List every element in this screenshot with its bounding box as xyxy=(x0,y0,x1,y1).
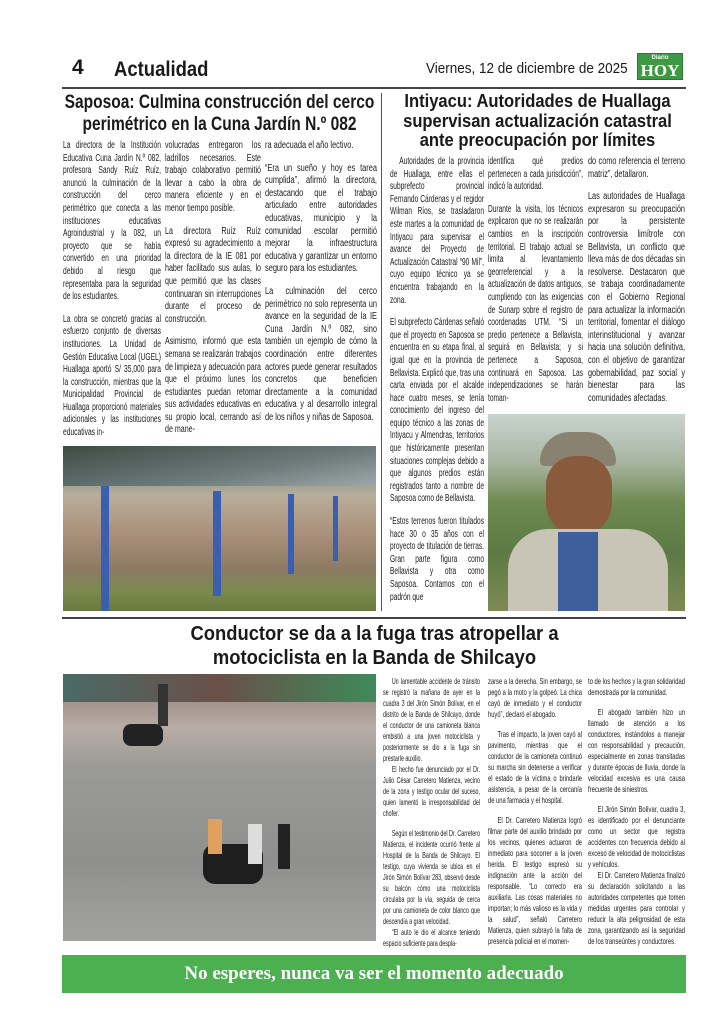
paragraph: La obra se concretó gracias al esfuerzo conjunto de diversas instituciones. La Unidad de Gestión Educativa Local (UGEL) Huallaga aportó S/ 35,000 para la construcción, mientras que la Municipalidad Provincial de Huallaga proporcionó materiales adicionales y las instituciones educativas in- xyxy=(63,313,161,439)
paragraph: El Dr. Carretero Matienza finalizó su declaración solicitando a las autoridades competentes que tomen medidas urgentes para controlar y reducir la alta peligrosidad de esta zona, garantizando así la seguridad de los transeúntes y conductores. xyxy=(588,870,685,946)
paragraph: to de los hechos y la gran solidaridad demostrada por la comunidad. xyxy=(588,676,685,697)
photo-shirt xyxy=(558,532,598,611)
article2-photo-official xyxy=(488,414,685,611)
photo-person xyxy=(248,824,262,864)
article1-column-2 xyxy=(165,140,261,437)
paragraph: do como referencia el terreno matriz”, detallaron. xyxy=(588,156,685,180)
photo-pillar xyxy=(333,496,338,561)
photo-building xyxy=(63,674,376,702)
photo-person xyxy=(278,824,290,869)
page-number: 4 xyxy=(72,56,84,79)
paragraph: Un lamentable accidente de tránsito se registró la mañana de ayer en la cuadra 3 del Jirón Simón Bolívar, en el distrito de la Banda de Shilcayo, donde el conductor de una camioneta blanca embistió a una joven motociclista y posteriormente se dio a la fuga sin prestarle auxilio. xyxy=(383,676,480,763)
paragraph: “Estos terrenos fueron titulados hace 30 o 35 años con el proyecto de titulación de tierras. Gran parte figura como Bellavista y otra como Saposoa. Contamos con el padrón que xyxy=(390,516,484,603)
article2-headline xyxy=(390,92,685,151)
newspaper-logo xyxy=(637,53,683,80)
photo-pillar xyxy=(101,486,109,611)
paragraph: La culminación del cerco perimétrico no solo representa un avance en la seguridad de la IE Cuna Jardín N.º 082, sino también un ejemplo de cómo la coordinación entre diferentes actores puede generar resultados concretos que beneficien directamente a la comunidad educativa y al desarrollo integral de los niños y niñas de Saposoa. xyxy=(265,285,377,423)
logo-main-text: HOY xyxy=(640,61,680,80)
article3-column-3 xyxy=(588,676,685,947)
paragraph: “El auto le dio el alcance teniendo espacio suficiente para despla- xyxy=(383,927,480,948)
article3-headline xyxy=(63,622,686,670)
article3-column-2 xyxy=(488,676,582,947)
headline-line: Intiyacu: Autoridades de Huallaga xyxy=(404,91,671,111)
paragraph: zarse a la derecha. Sin embargo, se pegó a la moto y la golpeó. La chica cayó de inmediato y el conductor huyó”, declaró el abogado. xyxy=(488,676,582,719)
headline-line: perimétrico en la Cuna Jardín N.º 082 xyxy=(82,114,357,135)
headline-line: Conductor se da a la fuga tras atropellar a xyxy=(190,623,559,645)
paragraph: Autoridades de la provincia de Huallaga, entre ellas el subprefecto provincial Fernando Cárdenas y el regidor Wilman Ríos, se trasladaron este martes a la comunidad de Intiyacu para supervisar el avance del Proyecto de Actualización Catastral “90 Mil”, cuyo equipo técnico ya se encuentra trabajando en la zona. xyxy=(390,156,484,306)
paragraph: ra adecuada el año lectivo. xyxy=(265,140,354,151)
paragraph: volucradas entregaron los ladrillos necesarios. Este trabajo colaborativo permitió llevar a cabo la obra de manera eficiente y en el menor tiempo posible. xyxy=(165,140,261,214)
paragraph: La directora Ruíz Ruíz expresó su agradecimiento a la directora de la IE 081 por haber facilitado sus aulas, lo que permitió que las clases continuaran sin interrupciones durante el proceso de construcción. xyxy=(165,225,261,325)
paragraph: La directora de la Institución Educativa Cuna Jardín N.º 082, profesora Sandy Ruíz Ruíz, anunció la culminación de la construcción del cerco perimétrico que conecta a las instituciones educativas Agroindustrial y la 082, un proyecto que se había convertido en una prioridad debido al riesgo que representaba para la seguridad de los estudiantes. xyxy=(63,140,161,303)
paragraph: El Jirón Simón Bolívar, cuadra 3, es identificado por el denunciante como un sector que registra accidentes con frecuencia debido al exceso de velocidad de motociclistas y vehículos. xyxy=(588,804,685,869)
article1-column-3 xyxy=(265,140,377,424)
headline-line: motociclista en la Banda de Shilcayo xyxy=(212,647,537,669)
section-rule xyxy=(62,617,686,619)
headline-line: supervisan actualización catastral xyxy=(403,110,672,131)
paragraph: El hecho fue denunciado por el Dr. Julio César Carretero Matienza, vecino de la zona y testigo ocular del suceso, quien lamentó la irresponsabilidad del chofer. xyxy=(383,764,480,818)
paragraph: “Era un sueño y hoy es tarea cumplida”, afirmó la directora, destacando que el trabajo articulado entre autoridades educativas, municipio y la comunidad escolar permitió mejorar la infraestructura educativa y garantizar un entorno seguro para los estudiantes. xyxy=(265,162,377,275)
logo-small-text: Diario xyxy=(651,55,669,61)
article3-column-1 xyxy=(383,676,480,949)
paragraph: El abogado también hizo un llamado de atención a los conductores, instándolos a manejar con responsabilidad y precaución, especialmente en zonas transitadas y durante épocas de lluvia, donde la velocidad excesiva es una causa frecuente de siniestros. xyxy=(588,707,685,794)
headline-line: Saposoa: Culmina construcción del cerco xyxy=(64,92,375,113)
section-title: Actualidad xyxy=(114,58,209,81)
photo-face xyxy=(546,456,612,536)
paragraph: El Dr. Carretero Matienza logró filmar parte del auxilio brindado por los vecinos, quienes actuaron de inmediato para socorrer a la joven herida. El testigo expresó su indignación ante la acción del responsable. “Lo correcto era auxiliarla. Las cosas materiales no importan; lo más valioso es la vida y la salud”, señaló Carretero Matienza, quien subrayó la falta de presencia policial en el momen- xyxy=(488,815,582,946)
article2-column-2 xyxy=(488,156,583,405)
article2-column-3 xyxy=(588,156,685,405)
article2-column-1 xyxy=(390,156,484,604)
paragraph: Asimismo, informó que esta semana se realizarán trabajos de limpieza y adecuación para que el próximo lunes los estudiantes puedan retomar sus actividades educativas en su propio local, cerrando así de mane- xyxy=(165,336,261,436)
photo-person xyxy=(208,819,222,854)
paragraph: Tras el impacto, la joven cayó al pavimento, mientras que el conductor de la camioneta continuó su marcha sin detenerse a verificar el estado de la víctima o brindarle asistencia, a pesar de la cercanía de una farmacia y el hospital. xyxy=(488,729,582,805)
column-divider xyxy=(381,93,382,611)
headline-line: ante preocupación por límites xyxy=(419,130,656,150)
banner-text: No esperes, nunca va ser el momento adecuado xyxy=(184,963,564,984)
header-rule xyxy=(62,87,686,89)
photo-pillar xyxy=(288,494,294,574)
paragraph: El subprefecto Cárdenas señaló que el proyecto en Saposoa se encuentra en su etapa final, al igual que en la provincia de Bellavista. Explicó que, tras una carta enviada por el alcalde hace cuatro meses, se tenía conocimiento del ingreso del equipo técnico a las zonas de Intiyacu y Almendras, territorios que históricamente presentan situaciones complejas debido a que algunos predios están registrados tanto a nombre de Saposoa como de Bellavista. xyxy=(390,317,484,505)
photo-motorcycle xyxy=(123,724,163,746)
photo-person xyxy=(158,684,168,726)
article1-column-1 xyxy=(63,140,161,440)
photo-pillar xyxy=(213,491,221,596)
paragraph: identifica qué predios pertenecen a cada jurisdicción”, indicó la autoridad. xyxy=(488,156,583,193)
issue-date: Viernes, 12 de diciembre de 2025 xyxy=(426,60,628,77)
promo-banner xyxy=(62,955,686,993)
article1-headline xyxy=(63,92,376,136)
paragraph: Durante la visita, los técnicos explicaron que no se realizarán cambios en la inscripción territorial. El trabajo actual se limita al levantamiento georreferencial y a la actualización de datos antiguos, cumpliendo con las exigencias de Sunarp sobre el registro de coordenadas UTM. “Si un predio pertenece a Bellavista, seguirá en Bellavista; y si pertenece a Saposoa, continuará en Saposoa. Las independizaciones se harán toman- xyxy=(488,203,583,404)
photo-roof xyxy=(63,446,376,486)
paragraph: Las autoridades de Huallaga expresaron su preocupación por la persistente controversia limítrofe con Bellavista, un conflicto que lleva más de dos décadas sin resolverse. Destacaron que se trabaja coordinadamente con el Gobierno Regional para actualizar la información territorial, fomentar el diálogo interinstitucional y avanzar hacia una solución definitiva, con el objetivo de garantizar gobernabilidad, paz social y bienestar para las comunidades afectadas. xyxy=(588,191,685,404)
article1-photo-fence xyxy=(63,446,376,611)
article3-photo-accident xyxy=(63,674,376,941)
paragraph: Según el testimonio del Dr. Carretero Matienza, el incidente ocurrió frente al Hospital de la Banda de Shilcayo. El testigo, cuya vivienda se ubica en el Jirón Simón Bolívar 283, observó desde su balcón cómo una motociclista circulaba por la vía, seguida de cerca por una camioneta de color blanco que descendía a gran velocidad. xyxy=(383,828,480,926)
